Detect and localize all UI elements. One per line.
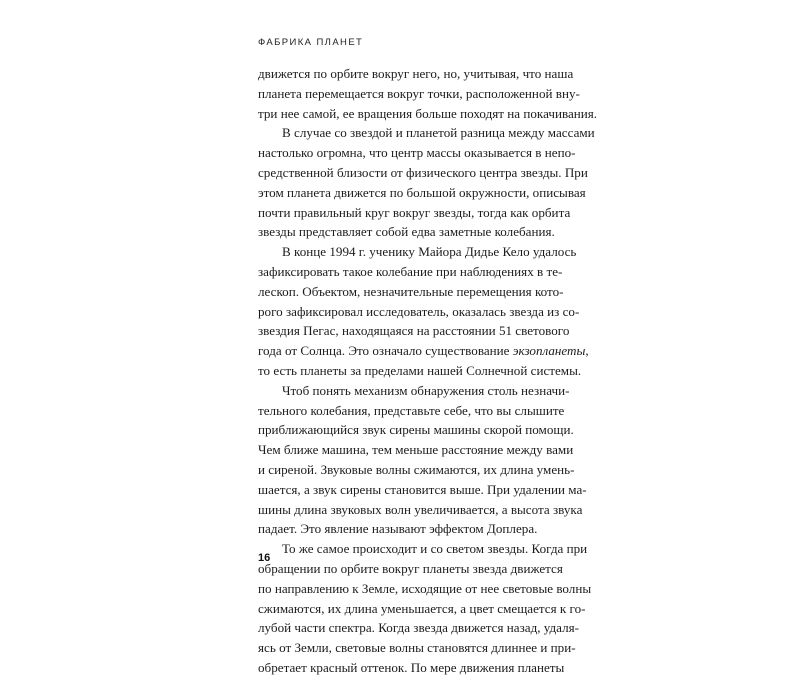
text-line: Чем ближе машина, тем меньше расстояние между вами	[258, 442, 574, 458]
text-line: обращении по орбите вокруг планеты звезда движется	[258, 560, 563, 576]
text-line: лескоп. Объектом, незначительные перемещения кото-	[258, 283, 564, 299]
text-line: В случае со звездой и планетой разница между массами	[282, 125, 595, 141]
text-line: приближающийся звук сирены машины скорой помощи.	[258, 422, 574, 438]
text-line: падает. Это явление называют эффектом Доплера.	[258, 521, 538, 537]
text-line: То же самое происходит и со светом звезды. Когда при	[282, 541, 588, 557]
text-line: обретает красный оттенок. По мере движения планеты	[258, 659, 565, 675]
text-line: ясь от Земли, световые волны становятся длиннее и при-	[258, 640, 576, 656]
text-line: тельного колебания, представьте себе, что вы слышите	[258, 402, 565, 418]
page-number: 16	[258, 552, 271, 564]
text-line: Чтоб понять механизм обнаружения столь незначи-	[282, 382, 570, 398]
running-head: ФАБРИКА ПЛАНЕТ	[258, 37, 364, 48]
text-line: то есть планеты за пределами нашей Солнечной системы.	[258, 362, 582, 378]
text-line	[258, 341, 589, 361]
text-line: рого зафиксировал исследователь, оказалась звезда из со-	[258, 303, 580, 319]
text-line: звезды представляет собой едва заметные колебания.	[258, 224, 555, 240]
text-line: шины длина звуковых волн увеличивается, а высота звука	[258, 501, 583, 517]
text-line-segment: ,	[585, 343, 589, 359]
text-line: сжимаются, их длина уменьшается, а цвет смещается к го-	[258, 600, 586, 616]
text-line: по направлению к Земле, исходящие от нее световые волны	[258, 580, 592, 596]
text-line: движется по орбите вокруг него, но, учитывая, что наша	[258, 66, 574, 81]
text-line: шается, а звук сирены становится выше. При удалении ма-	[258, 481, 587, 497]
text-line: звездия Пегас, находящаяся на расстоянии 51 светового	[258, 323, 570, 339]
text-line-segment: года от Солнца. Это означало существование	[258, 343, 513, 359]
text-line: средственной близости от физического центра звезды. При	[258, 164, 588, 180]
text-line: почти правильный круг вокруг звезды, тогда как орбита	[258, 204, 571, 220]
text-line: планета перемещается вокруг точки, расположенной вну-	[258, 85, 580, 101]
text-line: этом планета движется по большой окружности, описывая	[258, 184, 586, 200]
text-line: и сиреной. Звуковые волны сжимаются, их длина умень-	[258, 461, 575, 477]
text-line: настолько огромна, что центр массы оказывается в непо-	[258, 145, 576, 161]
italic-term: экзопланеты	[512, 343, 586, 359]
text-line: три нее самой, ее вращения больше походят на покачивания.	[258, 105, 598, 121]
text-line: лубой части спектра. Когда звезда движется назад, удаля-	[258, 620, 580, 636]
text-line: В конце 1994 г. ученику Майора Дидье Кело удалось	[282, 244, 577, 260]
text-line: зафиксировать такое колебание при наблюдениях в те-	[258, 263, 563, 279]
body-text	[258, 64, 598, 678]
